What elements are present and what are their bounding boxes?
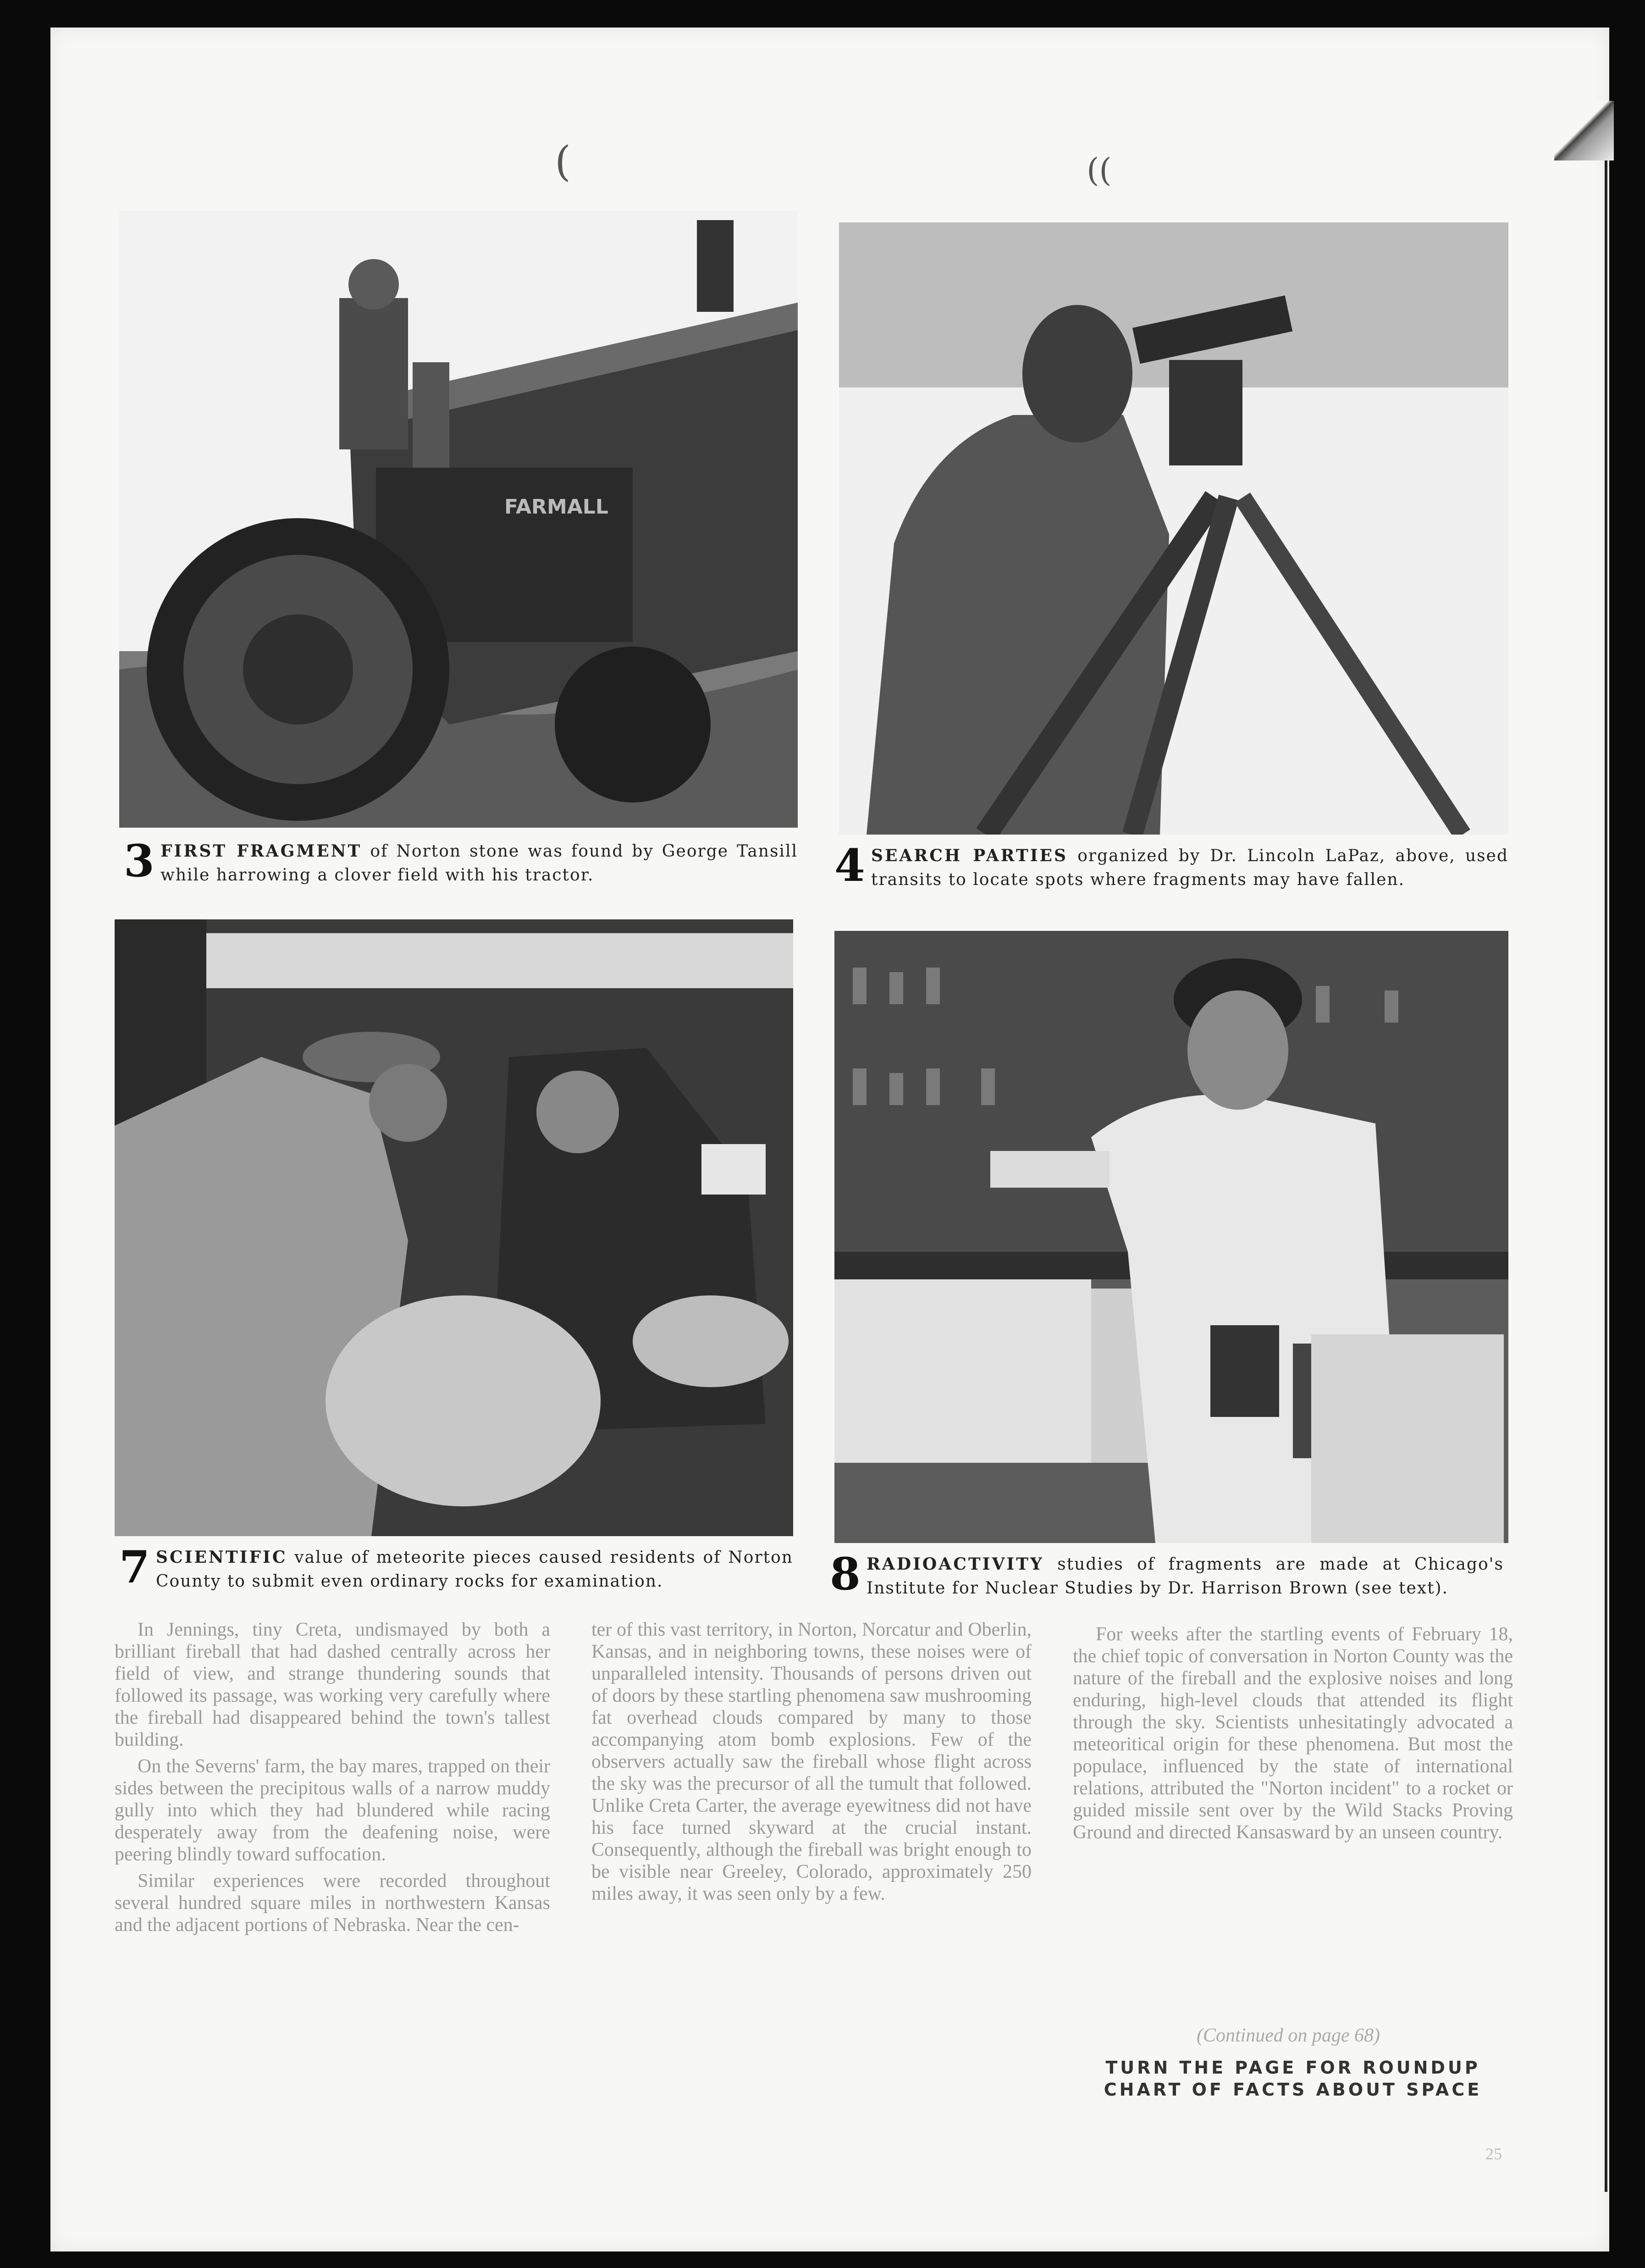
caption-number: 4 bbox=[834, 840, 866, 891]
caption-8 bbox=[830, 1548, 1504, 1607]
caption-text: studies of fragments are made at Chicago's Institute for Nuclear Studies by Dr. Harrison Brown (see text). bbox=[867, 1555, 1504, 1598]
caption-3 bbox=[124, 835, 798, 894]
caption-text: value of meteorite pieces caused residents of Norton County to submit even ordinary rocks for examination. bbox=[156, 1548, 793, 1591]
article-column-2 bbox=[591, 1619, 1032, 1909]
paragraph: Similar experiences were recorded throughout several hundred square miles in northwestern Kansas and the adjacent portions of Nebraska. Near the cen- bbox=[115, 1870, 550, 1936]
caption-lead: SEARCH PARTIES bbox=[871, 846, 1068, 865]
margin-mark: (( bbox=[1087, 151, 1112, 189]
tractor-brand-label: FARMALL bbox=[504, 495, 608, 519]
caption-lead: SCIENTIFIC bbox=[156, 1548, 287, 1567]
paragraph: For weeks after the startling events of February 18, the chief topic of conversation in Norton County was the nature of the fireball and the explosive noises and long enduring, high-level clouds that attended its flight through the sky. Scientists unhesitatingly advocated a meteoritical origin for these phenomena. But most the populace, influenced by the state of international relations, attributed the "Norton incident" to a rocket or guided missile sent over by the Wild Stacks Proving Ground and directed Kansasward by an unseen country. bbox=[1073, 1624, 1513, 1843]
caption-text: organized by Dr. Lincoln LaPaz, above, used transits to locate spots where fragments may have fallen. bbox=[871, 846, 1508, 889]
caption-lead: RADIOACTIVITY bbox=[867, 1554, 1044, 1574]
article-column-3 bbox=[1073, 1623, 1513, 1848]
paragraph: ter of this vast territory, in Norton, Norcatur and Oberlin, Kansas, and in neighboring towns, these noises were of unparalleled intensity. Thousands of persons driven out of doors by these startling phenomena saw mushrooming fat overhead clouds compared by many to those accompanying atom bomb explosions. Few of the observers actually saw the fireball whose flight across the sky was the precursor of all the tumult that followed. Unlike Creta Carter, the average eyewitness did not have his face turned skyward at the crucial instant. Consequently, although the fireball was bright enough to be visible near Greeley, Colorado, approximately 250 miles away, it was seen only by a few. bbox=[591, 1619, 1032, 1904]
promo-line bbox=[1091, 2057, 1495, 2101]
caption-number: 3 bbox=[124, 835, 155, 887]
corner-fold bbox=[1554, 101, 1614, 160]
article-column-1 bbox=[115, 1619, 550, 1941]
margin-mark: ( bbox=[555, 138, 571, 186]
page-number: 25 bbox=[1485, 2145, 1502, 2163]
paragraph: In Jennings, tiny Creta, undismayed by both a brilliant fireball that had dashed centrally across her field of view, and strange thundering sounds that followed its passage, was working very carefully where the fireball had disappeared behind the town's tallest building. bbox=[115, 1619, 550, 1750]
caption-number: 7 bbox=[119, 1541, 151, 1593]
photo-transit bbox=[839, 222, 1508, 835]
paragraph: On the Severns' farm, the bay mares, trapped on their sides between the precipitous walls of a narrow muddy gully into which they had blundered while racing desperately away from the deafening noise, were peering blindly toward suffocation. bbox=[115, 1756, 550, 1865]
caption-lead: FIRST FRAGMENT bbox=[160, 841, 362, 861]
caption-4 bbox=[834, 840, 1508, 899]
caption-7 bbox=[119, 1541, 793, 1600]
caption-number: 8 bbox=[830, 1548, 861, 1600]
promo-line-2: CHART OF FACTS ABOUT SPACE bbox=[1104, 2080, 1482, 2100]
photo-rock-examination bbox=[115, 919, 793, 1536]
promo-line-1: TURN THE PAGE FOR ROUNDUP bbox=[1105, 2058, 1480, 2078]
photo-tractor bbox=[119, 211, 798, 828]
photo-laboratory bbox=[834, 931, 1508, 1543]
caption-text: of Norton stone was found by George Tansill while harrowing a clover field with his tractor. bbox=[160, 842, 798, 885]
continued-note: (Continued on page 68) bbox=[1196, 2025, 1380, 2046]
page-edge bbox=[1605, 101, 1607, 2192]
